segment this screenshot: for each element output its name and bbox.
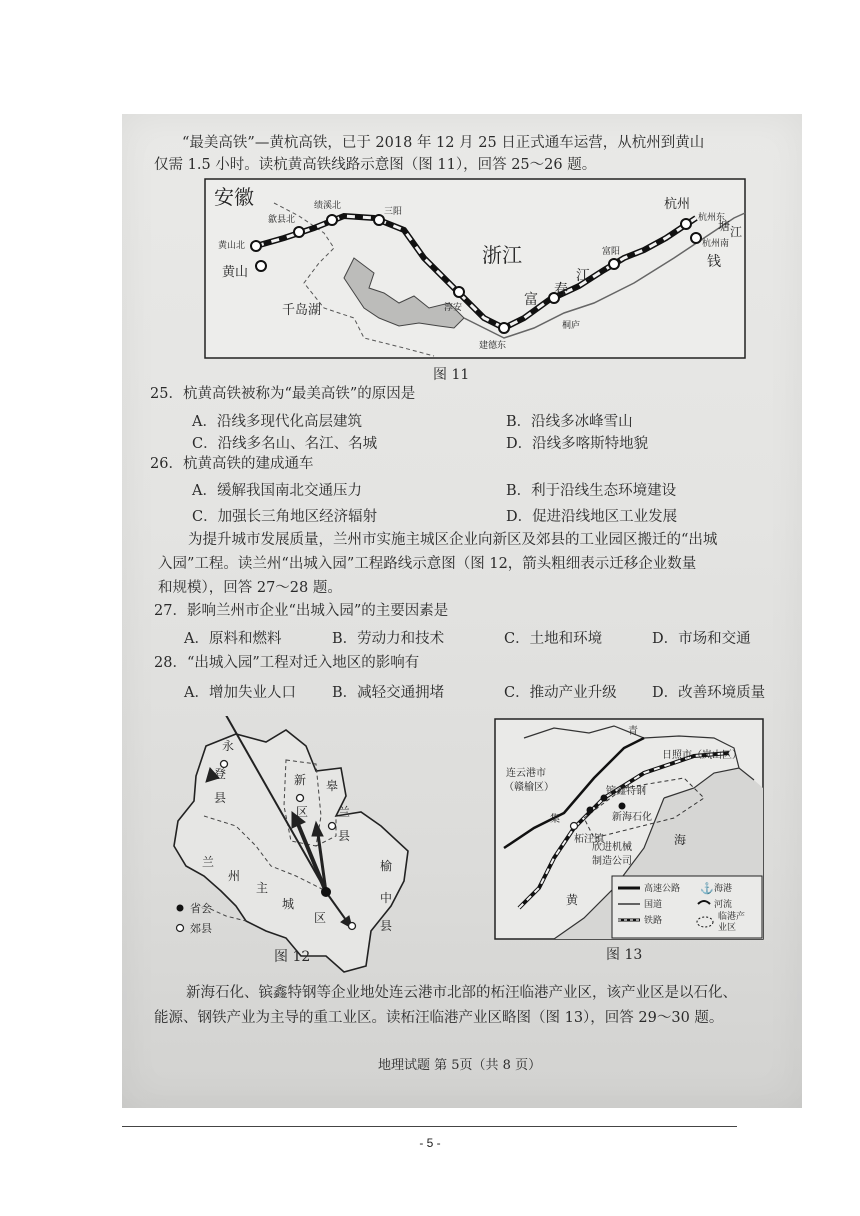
label-factory2: 制造公司 [592,856,632,867]
label-huang: 黄 [566,893,579,907]
anchor-icon: ⚓ [700,882,714,895]
q28-option-d: D．改善环境质量 [652,685,766,701]
q28-option-c: C．推动产业升级 [504,685,617,701]
legend-railway: 铁路 [644,916,663,926]
q27-option-c: C．土地和环境 [504,631,603,647]
legend-river: 河流 [714,900,733,910]
label-qiandaohu: 千岛湖 [282,303,322,318]
label-chunan: 淳安 [444,303,463,313]
q25-option-d: D．沿线多喀斯特地貌 [506,436,649,452]
q27-option-d: D．市场和交通 [652,631,751,647]
legend-county: 郊县 [190,922,212,935]
q26-option-a: A．缓解我国南北交通压力 [192,483,362,499]
label-jisu: 集 [550,814,560,825]
label-xin: 新 [294,773,307,787]
legend-highway: 高速公路 [644,884,681,894]
station-shexianbei [294,227,304,237]
station-sanyang [374,215,384,225]
station-huangshanbei [251,241,261,251]
label-qu: 区 [296,805,309,819]
label-zhejiang: 浙江 [482,243,522,267]
station-huangshan [256,261,266,271]
label-shexianbei: 歙县北 [268,215,296,225]
label-tang: 塘 [718,219,731,233]
figure-13-caption: 图 13 [606,947,643,963]
label-binxin: 镔鑫特钢 [606,786,646,797]
label-qu2: 区 [314,911,327,925]
label-chun: 春 [554,282,568,298]
photo-footer: 地理试题 第 5页（共 8 页） [378,1058,542,1073]
label-factory1: 欣进机械 [592,842,632,853]
station-jiandedong [499,323,509,333]
label-zhu: 主 [256,881,269,895]
lanzhou-boundary [174,730,408,972]
label-yong: 永 [222,739,235,753]
label-gao: 皋 [326,779,339,793]
q27-option-b: B．劳动力和技术 [332,631,445,647]
intro2-line3: 和规模），回答 27～28 题。 [158,580,342,596]
scanned-exam-page [122,114,802,1108]
label-lianyungang2: （赣榆区） [504,782,554,793]
label-lan2: 兰 [202,855,215,869]
q25-stem: 25．杭黄高铁被称为“最美高铁”的原因是 [150,386,416,402]
q25-option-c: C．沿线多名山、名江、名城 [192,436,378,452]
label-hangzhoudong: 杭州东 [698,213,726,223]
map-figure-11 [204,178,746,360]
label-xian1: 县 [214,791,227,805]
label-cheng: 城 [282,897,295,911]
label-jiang: 江 [576,268,590,284]
q28-option-a: A．增加失业人口 [184,685,296,701]
station-hangzhounan [691,233,701,243]
legend-port: 海港 [714,884,733,894]
q25-option-a: A．沿线多现代化高层建筑 [192,414,362,430]
q28-option-b: B．减轻交通拥堵 [332,685,445,701]
q26-stem: 26．杭黄高铁的建成通车 [150,456,314,472]
map-figure-12 [166,716,422,974]
label-xinhai: 新海石化 [612,812,652,823]
label-rizhao: 日照市（岚山区） [662,750,742,761]
q26-option-d: D．促进沿线地区工业发展 [506,509,678,525]
station-jixibei [327,215,337,225]
capital-marker [321,887,331,897]
label-jiang2: 江 [730,225,743,239]
label-hangzhounan: 杭州南 [702,239,730,249]
intro3-line1: 新海石化、镔鑫特钢等企业地处连云港市北部的柘汪临港产业区，该产业区是以石化、 [186,985,737,1001]
footer-divider [122,1126,737,1127]
intro2-line2: 入园”工程。读兰州“出城入园”工程路线示意图（图 12，箭头粗细表示迁移企业数量 [158,556,697,572]
label-huangshanbei: 黄山北 [218,241,246,251]
label-lianyungang1: 连云港市 [506,768,546,779]
label-hai: 海 [674,833,687,847]
legend-zone2: 业区 [718,923,737,933]
q26-option-c: C．加强长三角地区经济辐射 [192,509,378,525]
intro1-line1: “最美高铁”—黄杭高铁，已于 2018 年 12 月 25 日正式通车运营，从杭州到黄山 [182,135,705,151]
legend-zone1: 临港产 [718,912,746,922]
label-lan: 兰 [338,805,351,819]
label-jiandedong: 建德东 [479,341,507,351]
label-zhong: 中 [380,891,393,905]
label-hangzhou: 杭州 [664,197,691,212]
label-qian: 钱 [707,254,721,270]
q27-stem: 27．影响兰州市企业“出城入园”的主要因素是 [154,603,449,619]
label-yu: 榆 [380,859,393,873]
label-jixibei: 绩溪北 [314,201,342,211]
label-huangshan: 黄山 [222,265,249,280]
label-sanyang: 三阳 [384,207,403,217]
label-deng: 登 [214,767,227,781]
station-chunan [454,287,464,297]
page-number: - 5 - [419,1136,441,1150]
intro1-line2: 仅需 1.5 小时。读杭黄高铁线路示意图（图 11），回答 25～26 题。 [154,157,597,173]
station-hangzhou [681,219,691,229]
legend-road: 国道 [644,900,663,910]
label-xian2: 县 [338,829,351,843]
figure-12-caption: 图 12 [274,949,311,965]
map-figure-13 [494,718,764,940]
intro2-line1: 为提升城市发展质量，兰州市实施主城区企业向新区及郊县的工业园区搬迁的“出城 [188,532,718,548]
label-fuyang: 富阳 [602,247,621,257]
q28-stem: 28．“出城入园”工程对迁入地区的影响有 [154,655,420,671]
station-fuyang [609,259,619,269]
label-fu: 富 [524,292,538,308]
q25-option-b: B．沿线多冰峰雪山 [506,414,633,430]
q27-option-a: A．原料和燃料 [184,631,282,647]
label-zhewang: 柘汪镇 [574,834,604,845]
intro3-line2: 能源、钢铁产业为主导的重工业区。读柘汪临港产业区略图（图 13），回答 29～30 题。 [154,1010,724,1026]
label-zhou: 州 [228,869,241,883]
q26-option-b: B．利于沿线生态环境建设 [506,483,677,499]
label-qing: 青 [628,726,638,737]
legend-capital: 省会 [190,902,212,915]
label-tonglu: 桐庐 [562,321,581,331]
label-xian3: 县 [380,919,393,933]
label-anhui: 安徽 [214,185,254,209]
figure-11-caption: 图 11 [433,367,470,383]
